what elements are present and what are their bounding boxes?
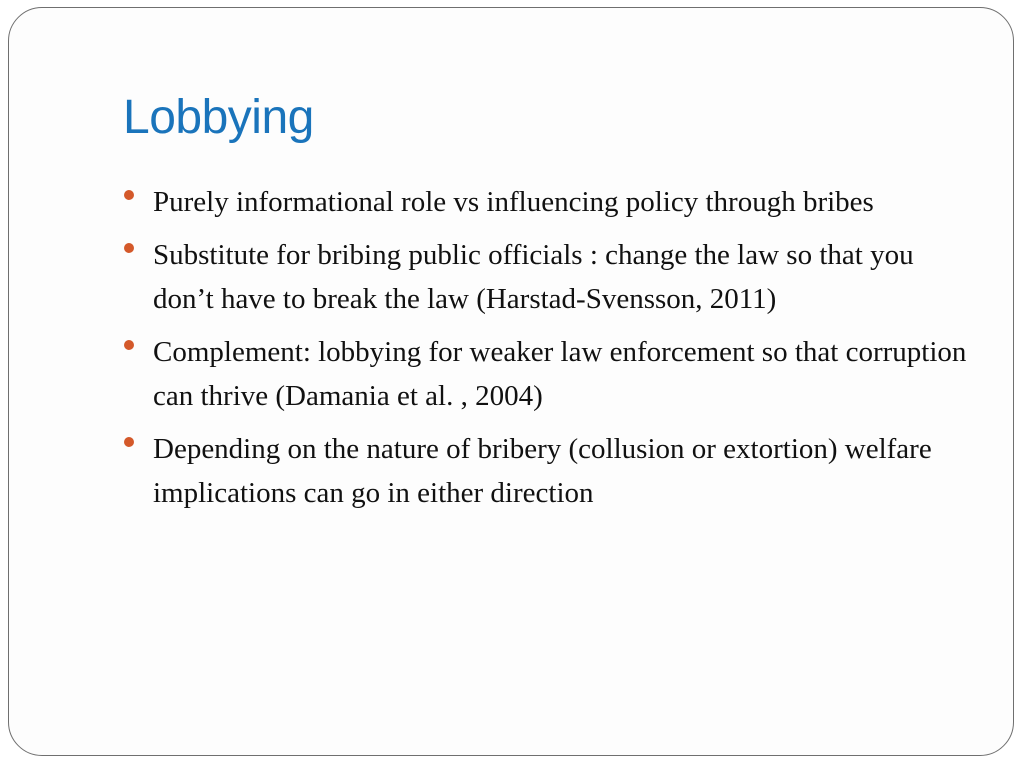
bullet-dot-icon <box>124 340 134 350</box>
bullet-text: Depending on the nature of bribery (collusion or extortion) welfare implications can go in either direction <box>153 432 932 509</box>
bullet-item <box>119 180 979 225</box>
bullet-dot-icon <box>124 243 134 253</box>
bullet-dot-icon <box>124 437 134 447</box>
bullet-item <box>119 427 979 516</box>
bullet-item <box>119 233 979 322</box>
bullet-text: Substitute for bribing public officials : change the law so that you don’t have to break the law (Harstad-Svensson, 2011) <box>153 238 914 315</box>
bullet-list <box>119 180 979 524</box>
slide-frame <box>8 7 1014 756</box>
slide-title: Lobbying <box>123 91 314 144</box>
bullet-dot-icon <box>124 190 134 200</box>
bullet-item <box>119 330 979 419</box>
bullet-text: Complement: lobbying for weaker law enforcement so that corruption can thrive (Damania et al. , 2004) <box>153 335 967 412</box>
bullet-text: Purely informational role vs influencing policy through bribes <box>153 186 874 218</box>
